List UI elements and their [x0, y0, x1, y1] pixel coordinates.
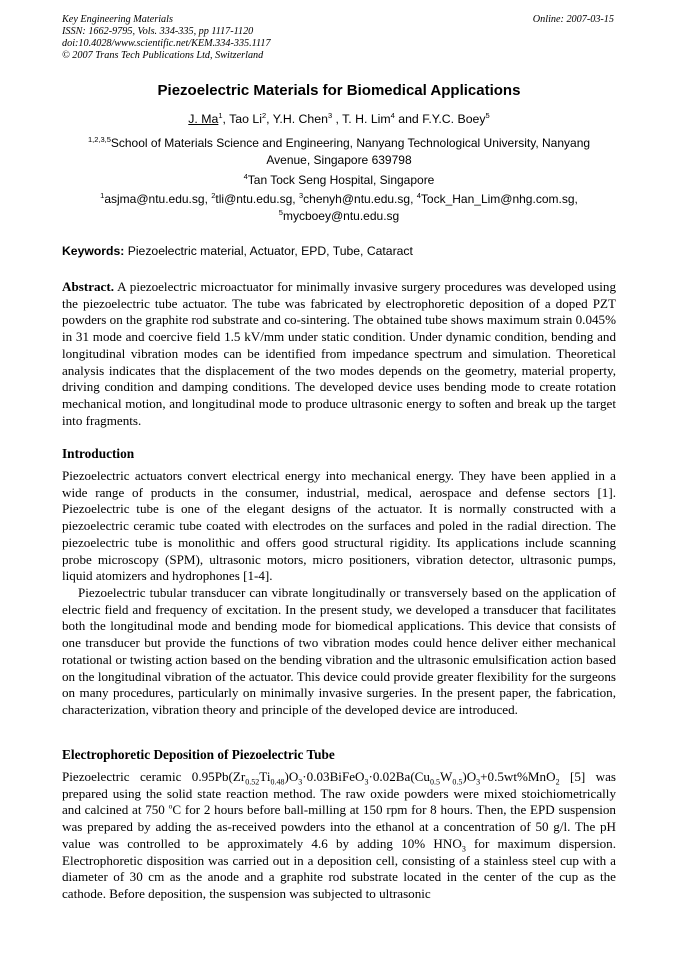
email-sup: 2 — [211, 191, 216, 200]
formula-sub: 3 — [476, 777, 481, 787]
affiliation-sup: 4 — [243, 172, 248, 181]
doi-line[interactable]: doi:10.4028/www.scientific.net/KEM.334-335.1117 — [62, 38, 271, 49]
formula-part: Piezoelectric ceramic 0.95Pb(Zr — [62, 769, 246, 784]
online-date: Online: 2007-03-15 — [532, 14, 614, 25]
paper-title: Piezoelectric Materials for Biomedical Applications — [157, 82, 521, 99]
abstract-paragraph — [62, 279, 616, 429]
abstract-text: A piezoelectric microactuator for minimally invasive surgery procedures was developed using the piezoelectric tube actuator. The tube was fabricated by electrophoretic deposition of a doped PZT powders on the graphite rod substrate and co-sintering. The obtained tube shows maximum strain 0.045% in 31 mode and coercive field 1.5 kV/mm under static condition. Under dynamic condition, bending and longitudinal vibration modes can be identified from impedance spectrum and simulation. Theoretical analysis indicates that the displacement of the two modes depends on the geometry, material property, driving condition and damping conditions. The developed device uses bending mode to create rotation mechanical motion, and longitudinal mode to produce ultrasonic energy to soften and break up the target into fragments. — [62, 279, 616, 428]
email-sup: 3 — [298, 191, 304, 200]
affiliation-1 — [62, 135, 616, 169]
author-name: Tao Li — [229, 112, 262, 126]
author-emails — [62, 191, 616, 225]
formula-sub: 0.5 — [429, 777, 440, 787]
journal-header — [62, 14, 271, 62]
formula-sub: 0.52 — [245, 777, 260, 787]
body-text: C for 2 hours before ball-milling at 150 rpm for 8 hours. Then, the EPD suspension was prepared by adding the as-received powders into the ethanol at a concentration of 50 g/l. The pH value was controlled to be approximately 4.6 by adding 10% HNO — [62, 802, 616, 851]
issn-line: ISSN: 1662-9795, Vols. 334-335, pp 1117-1120 — [62, 26, 254, 37]
formula-part: )O — [284, 769, 299, 784]
author-name: T. H. Lim — [342, 112, 391, 126]
email-sup: 1 — [100, 191, 105, 200]
keywords-label: Keywords: — [62, 244, 125, 258]
copyright-line: © 2007 Trans Tech Publications Ltd, Switzerland — [62, 50, 264, 61]
formula-sub: 3 — [364, 777, 369, 787]
formula-part: +0.5wt%MnO — [480, 769, 556, 784]
formula-sub: 0.48 — [270, 777, 285, 787]
formula-sub: 3 — [461, 844, 466, 854]
section-heading-introduction: Introduction — [62, 446, 135, 461]
body-text: was prepared using the solid state reaction method. The raw oxide powders were mixed stoichiometrically and calcined at 750 — [62, 769, 616, 818]
formula-part: ·0.02Ba(Cu — [368, 769, 430, 784]
author-name: F.Y.C. Boey — [422, 112, 486, 126]
author-sup: 4 — [390, 110, 395, 120]
email-link[interactable]: Tock_Han_Lim@nhg.com.sg, — [420, 192, 578, 206]
email-sup: 4 — [416, 191, 421, 200]
formula-part: )O — [462, 769, 477, 784]
formula-part: ·0.03BiFeO — [302, 769, 365, 784]
author-sep: and — [394, 112, 423, 126]
author-name: Y.H. Chen — [272, 112, 328, 126]
journal-name: Key Engineering Materials — [62, 14, 173, 25]
author-sup: 1 — [218, 110, 223, 120]
intro-paragraph-2: Piezoelectric tubular transducer can vibrate longitudinally or transversely based on the application of electric field and frequency of excitation. In the present study, we developed a transducer that facilitates both the longitudinal mode and bending mode for biomedical applications. This device that consists of one transducer but provide the functions of two vibration modes could hence deliver either mechanical rotational or twisting action based on the bending vibration and the ultrasonic emulsification action based on the longitudinal vibration of the actuator. This device could provide greater flexibility for the surgeons on many procedures, particularly on minimally invasive surgeries. In the present paper, the fabrication, characterization, vibration theory and principle of the developed device are introduced. — [62, 585, 616, 717]
email-link[interactable]: tli@ntu.edu.sg, — [215, 192, 299, 206]
degree-sup: o — [168, 802, 173, 812]
formula-sub: 0.5 — [452, 777, 463, 787]
epd-paragraph — [62, 769, 616, 903]
formula-sub: 3 — [298, 777, 303, 787]
affiliation-text: Tan Tock Seng Hospital, Singapore — [247, 173, 435, 187]
author-sup: 2 — [261, 110, 267, 120]
author-sep: , — [332, 112, 343, 126]
formula-sub: 2 — [555, 777, 560, 787]
body-text: for maximum dispersion. Electrophoretic disposition was carried out in a deposition cell, consisting of a stainless steel cup with a diameter of 30 cm as the anode and a graphite rod substrate located in the center of the cup as the cathode. Before deposition, the suspension was subjected to ultrasonic — [62, 835, 616, 901]
email-link[interactable]: chenyh@ntu.edu.sg, — [303, 192, 417, 206]
author-sup: 3 — [327, 110, 333, 120]
author-sep: , — [266, 112, 273, 126]
keywords-line — [62, 244, 616, 258]
email-link[interactable]: asjma@ntu.edu.sg, — [104, 192, 212, 206]
keywords-text: Piezoelectric material, Actuator, EPD, Tube, Cataract — [127, 244, 413, 258]
intro-paragraph-1: Piezoelectric actuators convert electrical energy into mechanical energy. They have been applied in a wide range of products in the consumer, industrial, medical, aerospace and defense sectors [1]. Piezoelectric tube is one of the elegant designs of the actuator. It is normally constructed with a piezoelectric ceramic tube coated with electrodes on the surfaces and poled in the radial direction. The piezoelectric tube is monolithic and offers good structural rigidity. Its applications include scanning probe microscopy (SPM), ultrasonic motors, micro positioners, vibration detector, ultrasonic pumps, liquid atomizers and hydrophones [1-4]. — [62, 468, 616, 584]
affiliation-2 — [62, 172, 616, 189]
author-name: J. Ma — [188, 112, 219, 126]
section-heading-epd: Electrophoretic Deposition of Piezoelectric Tube — [62, 747, 335, 762]
affiliation-sup: 1,2,3,5 — [87, 135, 111, 144]
affiliation-text: School of Materials Science and Engineering, Nanyang Technological University, Nanyang — [110, 136, 591, 150]
citation-ref: [5] — [569, 769, 586, 784]
affiliation-text: Avenue, Singapore 639798 — [266, 153, 412, 167]
formula-part: Ti — [259, 769, 271, 784]
formula-part: W — [439, 769, 453, 784]
email-link[interactable]: mycboey@ntu.edu.sg — [282, 209, 400, 223]
author-list — [0, 112, 678, 126]
abstract-label: Abstract. — [62, 279, 114, 294]
author-sup: 5 — [485, 110, 490, 120]
email-sup: 5 — [278, 208, 283, 217]
author-sep: , — [222, 112, 230, 126]
